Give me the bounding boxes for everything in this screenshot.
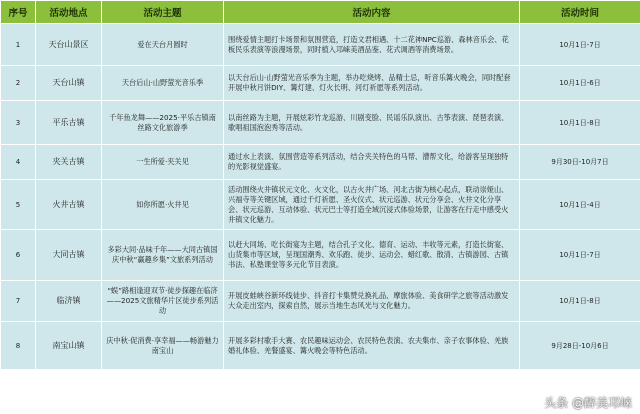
cell-time: 9月30日-10月7日: [520, 145, 640, 180]
cell-time: 10月1日-8日: [520, 281, 640, 322]
cell-time: 10月1日-4日: [520, 180, 640, 230]
cell-content: 通过水上表演、氛围营造等系列活动，结合夹关特色的马帮、漕帮文化，给游客呈现独特的光影视觉盛宴。: [224, 145, 520, 180]
cell-location: 临济镇: [36, 281, 102, 322]
header-content: 活动内容: [224, 1, 520, 24]
cell-content: 开展皮蛙峡谷新环线徒步、抖音打卡集赞兑换礼品、摩旅体验、美食研学之旅等活动激发大众走出室内，探索自然，展示当地生态风光与文化魅力。: [224, 281, 520, 322]
cell-time: 10月1日-7日: [520, 230, 640, 281]
header-time: 活动时间: [520, 1, 640, 24]
cell-theme: 千年鱼龙舞——2025·平乐古镇南丝路文化旅游季: [102, 101, 224, 145]
watermark: 头条 @醉美邛崃: [544, 396, 632, 410]
table-row: [1, 101, 640, 145]
cell-num: 5: [1, 180, 36, 230]
cell-content: 围绕爱情主题打卡场景和氛围营造，打造文君相遇、十二花神NPC巡游、森林音乐会、花板民乐表演等浪漫场景，同时植入邛崃美酒品鉴、花式调酒等消费场景。: [224, 24, 520, 66]
cell-location: 南宝山镇: [36, 322, 102, 370]
cell-content: 以南丝路为主题，开展炫彩竹龙巡游、川剧变脸、民谣乐队演出、古筝表演、琵琶表演、歌唱祖国泡泡秀等活动。: [224, 101, 520, 145]
cell-time: 10月1日-6日: [520, 66, 640, 101]
cell-theme: 如你所愿·火井见: [102, 180, 224, 230]
cell-location: 平乐古镇: [36, 101, 102, 145]
cell-num: 3: [1, 101, 36, 145]
cell-location: 夹关古镇: [36, 145, 102, 180]
table-row: [1, 281, 640, 322]
cell-location: 天台山镇: [36, 66, 102, 101]
cell-location: 天台山景区: [36, 24, 102, 66]
cell-time: 10月1日-8日: [520, 101, 640, 145]
cell-num: 7: [1, 281, 36, 322]
cell-num: 4: [1, 145, 36, 180]
header-theme: 活动主题: [102, 1, 224, 24]
header-num: 序号: [1, 1, 36, 24]
cell-theme: 多彩大同·品味千年——大同古镇国庆中秋“赢趣乡集”文旅系列活动: [102, 230, 224, 281]
cell-content: 开展多彩村歌手大赛、农民趣味运动会、农民特色表演、农夫集市、亲子农事体验、羌族婚礼体验、羌餐盛宴、篝火晚会等特色活动。: [224, 322, 520, 370]
cell-content: 活动围绕火井镇状元文化、火文化，以古火井广场、河北古街为核心起点，联动崇娅山、兴福寺等关键区域，通过千灯祈愿、圣火仪式、状元巡游、状元分享会、火井文化分享会、状元巡游、互动体验、状元巴士等打造全域沉浸式体验场景，让游客在行走中感受火井镇文化魅力。: [224, 180, 520, 230]
table-row: [1, 180, 640, 230]
cell-theme: 天台后山·山野萤光音乐季: [102, 66, 224, 101]
header-location: 活动地点: [36, 1, 102, 24]
cell-location: 火井古镇: [36, 180, 102, 230]
table-row: [1, 322, 640, 370]
table-row: [1, 145, 640, 180]
cell-theme: “蜈”路相逢迎双节·徒步探趣在临济——2025文旅精华片区徒步系列活动: [102, 281, 224, 322]
cell-theme: 庆中秋·促消费·享幸福——畅游魅力南宝山: [102, 322, 224, 370]
cell-num: 1: [1, 24, 36, 66]
cell-content: 以天台后山·山野萤光音乐季为主题，举办吃烧烤、品精士忌，听音乐篝火晚会，同时配套开展中秋月饼DIY、篝灯建、灯火长明、河灯祈愿等系列活动。: [224, 66, 520, 101]
cell-content: 以赶大同场、吃长街宴为主题，结合孔子文化、德育、运动、丰收等元素，打造长街宴、山货集市等区域，呈现国潮秀、欢乐跑、徒步、运动会、蜡红歌、散清、古镇游园、古镇书法、私塾课堂等多元化节目表演。: [224, 230, 520, 281]
cell-location: 大同古镇: [36, 230, 102, 281]
table-row: [1, 24, 640, 66]
cell-num: 8: [1, 322, 36, 370]
table-row: [1, 230, 640, 281]
cell-num: 2: [1, 66, 36, 101]
cell-time: 10月1日-7日: [520, 24, 640, 66]
cell-num: 6: [1, 230, 36, 281]
header-row: [1, 1, 640, 24]
table-row: [1, 66, 640, 101]
cell-theme: 一生所爱·夹关见: [102, 145, 224, 180]
cell-theme: 爱在天台月圆时: [102, 24, 224, 66]
cell-time: 9月28日-10月6日: [520, 322, 640, 370]
